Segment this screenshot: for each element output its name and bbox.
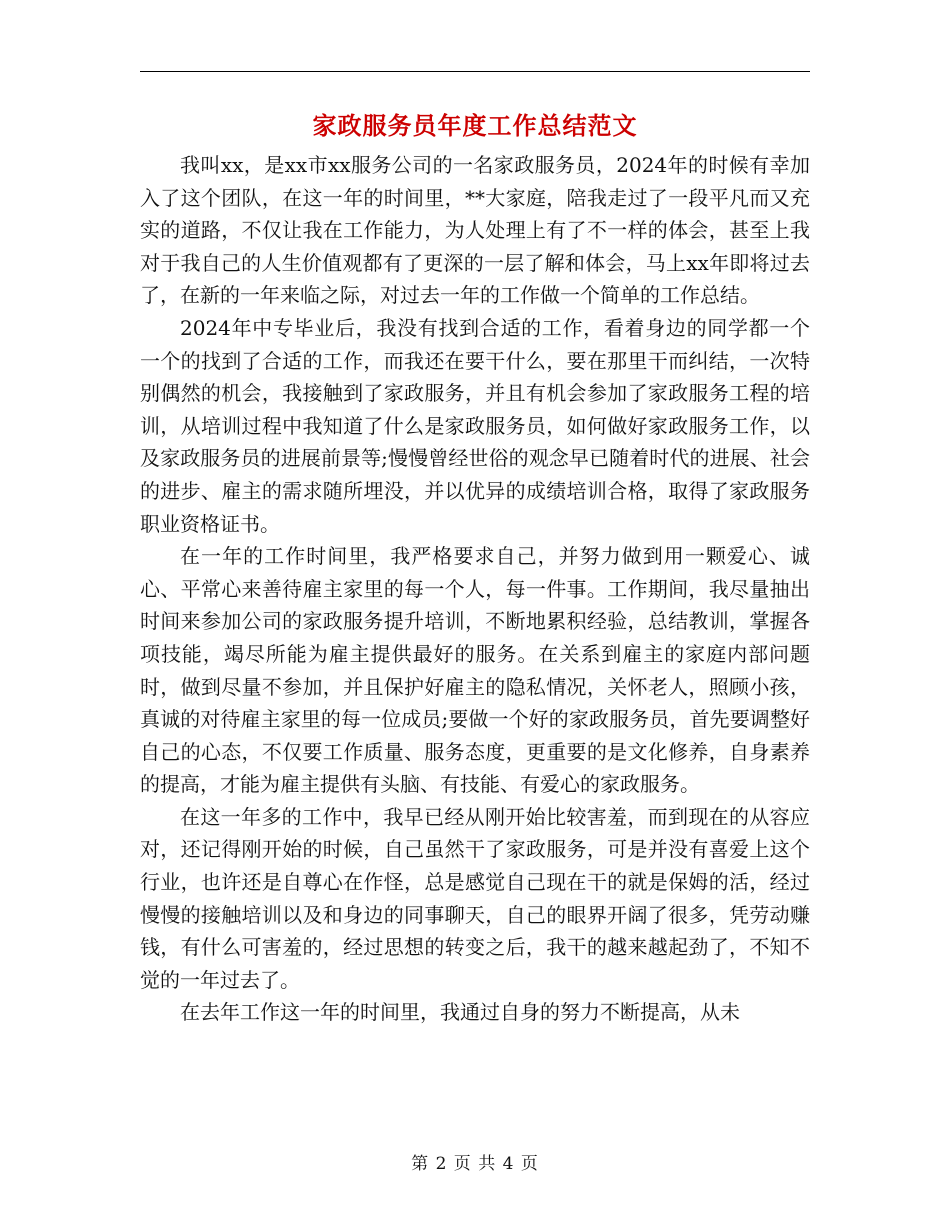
page-footer: 第 2 页 共 4 页 [411,1154,539,1174]
paragraph-3: 在一年的工作时间里，我严格要求自己，并努力做到用一颗爱心、诚心、平常心来善待雇主家里的每一个人，每一件事。工作期间，我尽量抽出时间来参加公司的家政服务提升培训，不断地累积经验，总结教训，掌握各项技能，竭尽所能为雇主提供最好的服务。在关系到雇主的家庭内部问题时，做到尽量不参加，并且保护好雇主的隐私情况，关怀老人，照顾小孩，真诚的对待雇主家里的每一位成员;要做一个好的家政服务员，首先要调整好自己的心态，不仅要工作质量、服务态度，更重要的是文化修养，自身素养的提高，才能为雇主提供有头脑、有技能、有爱心的家政服务。 [140,544,810,797]
paragraph-4: 在这一年多的工作中，我早已经从刚开始比较害羞，而到现在的从容应对，还记得刚开始的时候，自己虽然干了家政服务，可是并没有喜爱上这个行业，也许还是自尊心在作怪，总是感觉自己现在干的就是保姆的活，经过慢慢的接触培训以及和身边的同事聊天，自己的眼界开阔了很多，凭劳动赚钱，有什么可害羞的，经过思想的转变之后，我干的越来越起劲了，不知不觉的一年过去了。 [140,804,810,992]
paragraph-1: 我叫xx，是xx市xx服务公司的一名家政服务员，2024年的时候有幸加入了这个团队，在这一年的时间里，**大家庭，陪我走过了一段平凡而又充实的道路，不仅让我在工作能力，为人处理上有了不一样的体会，甚至上我对于我自己的人生价值观都有了更深的一层了解和体会，马上xx年即将过去了，在新的一年来临之际，对过去一年的工作做一个简单的工作总结。 [140,153,810,308]
header-rule [140,71,810,72]
document-title: 家政服务员年度工作总结范文 [312,111,638,140]
document-body [140,149,810,1029]
paragraph-2: 2024年中专毕业后，我没有找到合适的工作，看着身边的同学都一个一个的找到了合适的工作，而我还在要干什么，要在那里干而纠结，一次特别偶然的机会，我接触到了家政服务，并且有机会参加了家政服务工程的培训，从培训过程中我知道了什么是家政服务员，如何做好家政服务工作，以及家政服务员的进展前景等;慢慢曾经世俗的观念早已随着时代的进展、社会的进步、雇主的需求随所埋没，并以优异的成绩培训合格，取得了家政服务职业资格证书。 [140,315,810,536]
paragraph-5: 在去年工作这一年的时间里，我通过自身的努力不断提高，从未 [180,1000,740,1025]
